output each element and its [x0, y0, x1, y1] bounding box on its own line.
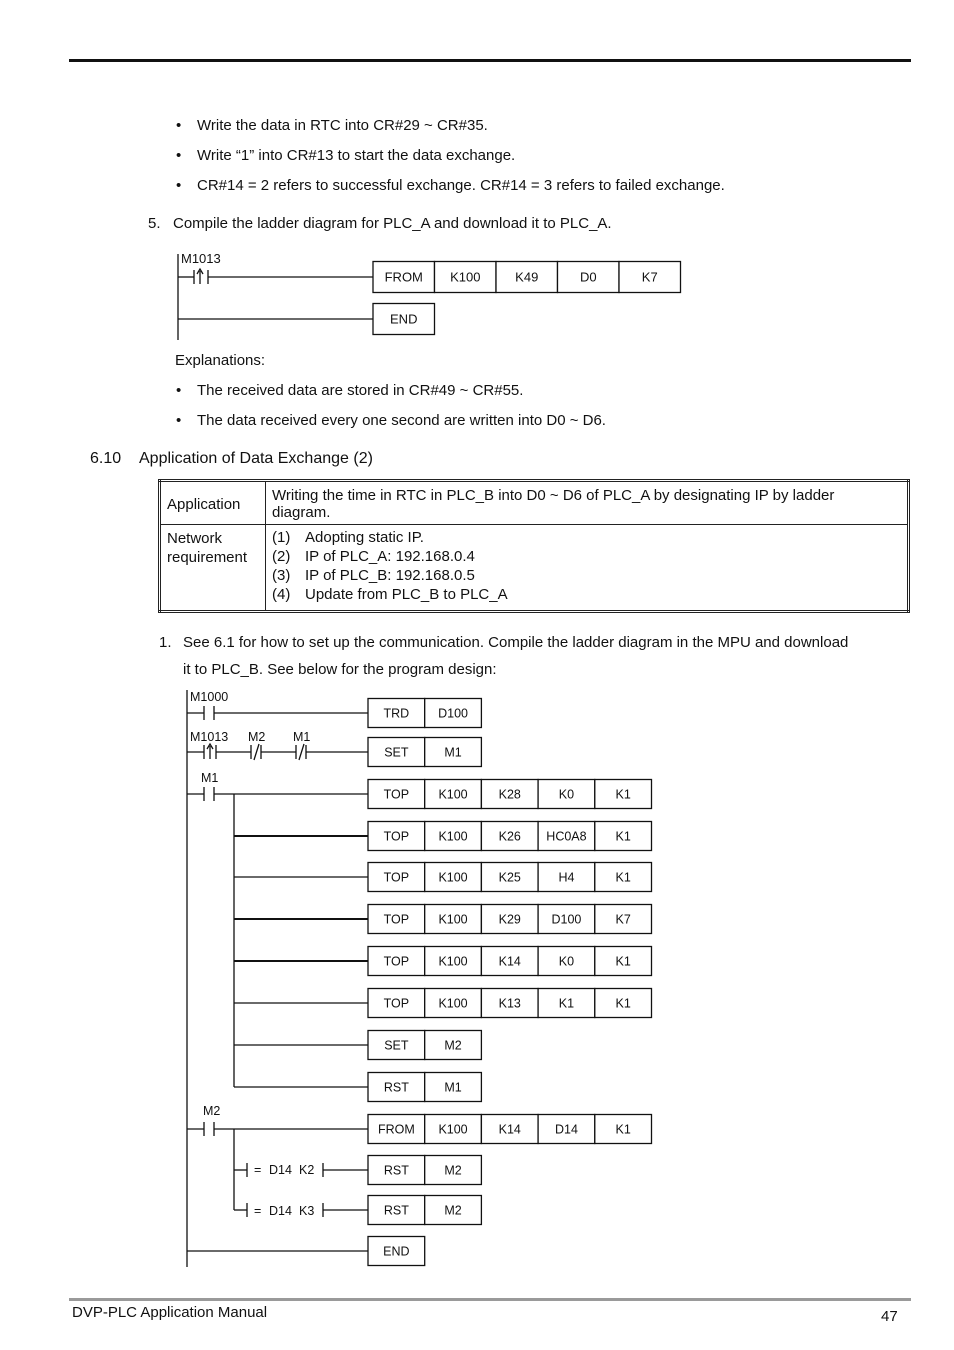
contact-label-m1000: M1000 [190, 690, 229, 704]
instruction-cell-text: K100 [438, 912, 468, 927]
contact-label: M1013 [181, 251, 221, 266]
compare-op: = [254, 1163, 262, 1177]
instruction-cell-text: K1 [615, 870, 631, 885]
bullet-item: • Write “1” into CR#13 to start the data exchange. [197, 147, 515, 165]
instruction-cell-text: RST [383, 1203, 409, 1218]
requirement-item: (2) IP of PLC_A: 192.168.0.4 [272, 548, 475, 565]
compare-operand: K2 [299, 1163, 315, 1177]
instruction-cell-text: K13 [498, 996, 521, 1011]
bullet-item: • CR#14 = 2 refers to successful exchange. CR#14 = 3 refers to failed exchange. [197, 177, 725, 195]
instruction-cell-text: D100 [551, 912, 582, 927]
contact-label-m2: M2 [203, 1104, 221, 1118]
label-line: requirement [167, 549, 248, 566]
instruction-cell-text: HC0A8 [546, 829, 587, 844]
instruction-cell-text: K100 [438, 870, 468, 885]
instruction-cell-text: K25 [498, 870, 521, 885]
requirement-item: (3) IP of PLC_B: 192.168.0.5 [272, 567, 475, 584]
instruction-cell-text: RST [383, 1163, 409, 1178]
instruction-cell-text: M1 [444, 1080, 462, 1095]
footer-title: DVP-PLC Application Manual [72, 1304, 268, 1321]
instruction-cell-text: TOP [383, 912, 410, 927]
instruction-cell-text: K28 [498, 787, 521, 802]
compare-operand: D14 [269, 1163, 292, 1177]
instruction-cell-text: TOP [383, 996, 410, 1011]
instruction-cell-text: D100 [438, 706, 468, 721]
bullet-item: • The received data are stored in CR#49 ~ CR#55. [197, 382, 523, 400]
step-number: 5. [148, 215, 161, 232]
instruction-cell-text: TOP [383, 829, 410, 844]
instruction-cell-text: K100 [438, 996, 468, 1011]
instruction-cell-text: TOP [383, 870, 410, 885]
step-number: 1. [159, 634, 172, 651]
step-text: See 6.1 for how to set up the communication. Compile the ladder diagram in the MPU and download [183, 634, 849, 651]
instruction-cell-text: K100 [438, 1122, 468, 1137]
requirement-item: (4) Update from PLC_B to PLC_A [272, 586, 508, 603]
instruction-cell-text: M2 [444, 1038, 462, 1053]
instruction-cell-text: K7 [641, 269, 658, 285]
label-line: Network [167, 530, 223, 547]
instruction-cell-text: END [383, 1244, 410, 1259]
table-cell-label: Application [160, 481, 266, 525]
compare-op: = [254, 1204, 262, 1218]
instruction-cell-text: FROM [377, 1122, 415, 1137]
application-line: Writing the time in RTC in PLC_B into D0 ~ D6 of PLC_A by designating IP by ladder [272, 487, 835, 504]
footer-rule [69, 1298, 911, 1301]
contact-label-m1013: M1013 [190, 730, 229, 744]
instruction-cell-text: K14 [498, 954, 521, 969]
application-line: diagram. [272, 504, 331, 521]
bullet-item: • Write the data in RTC into CR#29 ~ CR#35. [197, 117, 488, 135]
bullet-item: • The data received every one second are written into D0 ~ D6. [197, 412, 606, 430]
instruction-cell-text: K100 [438, 829, 468, 844]
instruction-cell-text: K0 [558, 787, 575, 802]
instruction-cell-text: K100 [450, 269, 481, 285]
instruction-cell-text: TOP [383, 787, 410, 802]
instruction-cell-text: K1 [615, 787, 631, 802]
contact-label-m1: M1 [293, 730, 311, 744]
instruction-cell-text: D0 [579, 269, 597, 285]
instruction-cell-text: K14 [498, 1122, 521, 1137]
page-number: 47 [881, 1308, 898, 1325]
instruction-cell-text: K100 [438, 954, 468, 969]
requirement-item: (1) Adopting static IP. [272, 529, 424, 546]
instruction-cell-text: K1 [615, 996, 631, 1011]
instruction-cell-text: K100 [438, 787, 468, 802]
instruction-cell-text: RST [383, 1080, 409, 1095]
section-title: Application of Data Exchange (2) [139, 450, 373, 467]
compare-operand: K3 [299, 1204, 315, 1218]
section-number: 6.10 [90, 450, 122, 467]
step-text: Compile the ladder diagram for PLC_A and download it to PLC_A. [173, 215, 612, 232]
instruction-cell-text: K1 [615, 1122, 631, 1137]
instruction-cell-text: M1 [444, 745, 462, 760]
instruction-cell-text: M2 [444, 1163, 462, 1178]
compare-operand: D14 [269, 1204, 292, 1218]
instruction-cell-text: K49 [515, 269, 539, 285]
instruction-cell-text: D14 [554, 1122, 578, 1137]
instruction-cell-text: K26 [498, 829, 521, 844]
instruction-cell-text: TRD [383, 706, 410, 721]
instruction-cell-text: FROM [384, 269, 423, 285]
instruction-cell-text: END [390, 311, 418, 327]
instruction-cell-text: SET [384, 745, 409, 760]
instruction-cell-text: SET [384, 1038, 409, 1053]
instruction-cell-text: K1 [558, 996, 575, 1011]
instruction-cell-text: K1 [615, 829, 631, 844]
contact-label-m2: M2 [248, 730, 266, 744]
instruction-cell-text: K29 [498, 912, 521, 927]
step-text: it to PLC_B. See below for the program design: [183, 661, 497, 678]
instruction-cell-text: K0 [558, 954, 575, 969]
contact-label-m1: M1 [201, 771, 219, 785]
instruction-cell-text: H4 [558, 870, 575, 885]
instruction-cell-text: K7 [615, 912, 631, 927]
instruction-cell-text: TOP [383, 954, 410, 969]
instruction-cell-text: M2 [444, 1203, 462, 1218]
explanations-label: Explanations: [175, 352, 266, 369]
instruction-cell-text: K1 [615, 954, 631, 969]
